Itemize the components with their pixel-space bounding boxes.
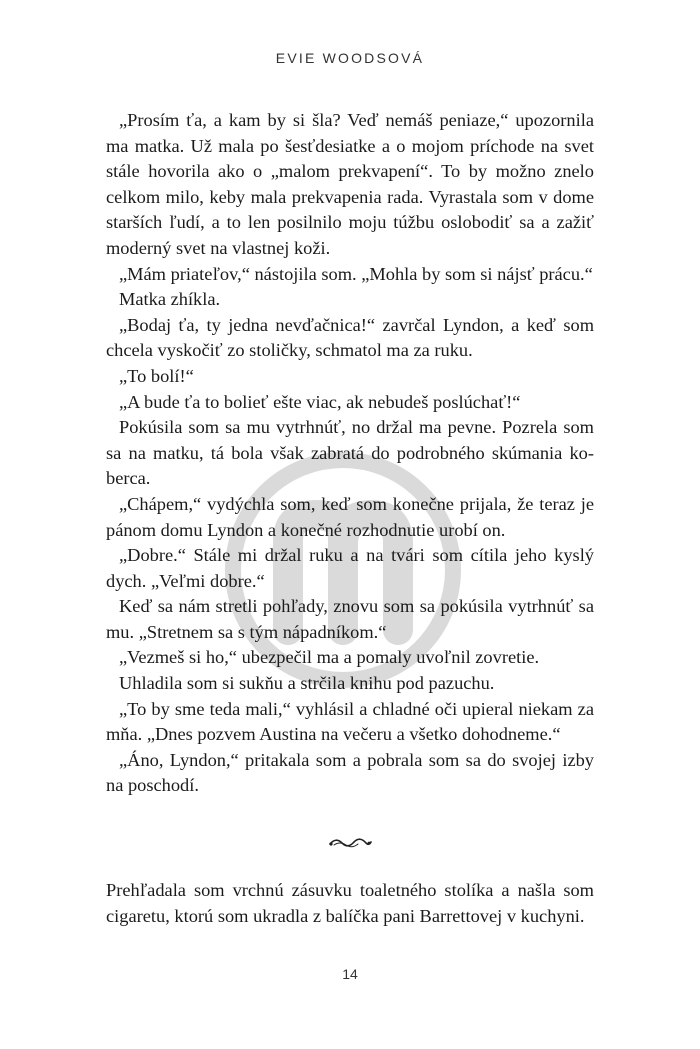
- paragraph: „Áno, Lyndon,“ pritakala som a pobrala som sa do svojej izby na poschodí.: [106, 749, 594, 796]
- paragraph: Pokúsila som sa mu vytrhnúť, no držal ma pevne. Pozrela som sa na matku, tá bola však zabratá do podrobného skúmania koberca.: [106, 417, 594, 489]
- continuation-text: [106, 878, 594, 929]
- paragraph: Matka zhíkla.: [119, 289, 221, 310]
- page-number: 14: [342, 966, 358, 982]
- paragraph: Keď sa nám stretli pohľady, znovu som sa pokúsila vytrhnúť sa mu. „Stretnem sa s tým nápadníkom.“: [106, 596, 594, 642]
- section-break-ornament-icon: [0, 835, 700, 855]
- paragraph: „A bude ťa to bolieť ešte viac, ak nebudeš poslúchať!“: [119, 391, 521, 412]
- paragraph: „To by sme teda mali,“ vyhlásil a chladné oči upieral niekam za mňa. „Dnes pozvem Austina na večeru a všetko dohodneme.“: [106, 698, 594, 745]
- paragraph: Uhladila som si sukňu a strčila knihu pod pazuchu.: [119, 673, 495, 694]
- running-title: EVIE WOODSOVÁ: [275, 50, 425, 66]
- paragraph: „Mám priateľov,“ nástojila som. „Mohla by som si nájsť prácu.“: [119, 263, 593, 284]
- paragraph: „Vezmeš si ho,“ ubezpečil ma a pomaly uvoľnil zovretie.: [119, 647, 540, 668]
- main-text: [106, 108, 594, 799]
- paragraph: „Chápem,“ vydýchla som, keď som konečne prijala, že teraz je pánom domu Lyndon a konečné rozhodnutie urobí on.: [106, 493, 594, 540]
- paragraph: Prehľadala som vrchnú zásuvku toaletného stolíka a našla som cigaretu, ktorú som ukradla z balíčka pani Barrettovej v kuchyni.: [106, 880, 594, 926]
- paragraph: „Prosím ťa, a kam by si šla? Veď nemáš peniaze,“ upozornila ma matka. Už mala po šesťdesiatke a o mojom príchode na svet stále hovorila ako o „malom prekvapení“. To by možno znelo celkom milo, keby mala prekvapenia rada. Vyrastala som v dome starších ľudí, a to len posilnilo moju túžbu oslobodiť sa a zažiť moderný svet na vlastnej koži.: [106, 110, 594, 258]
- paragraph: „Bodaj ťa, ty jedna nevďačnica!“ zavrčal Lyndon, a keď som chcela vyskočiť zo stoličky, schmatol ma za ruku.: [106, 314, 594, 361]
- paragraph: „Dobre.“ Stále mi držal ruku a na tvári som cítila jeho kyslý dych. „Veľmi dobre.“: [106, 545, 594, 591]
- paragraph: „To bolí!“: [119, 365, 194, 386]
